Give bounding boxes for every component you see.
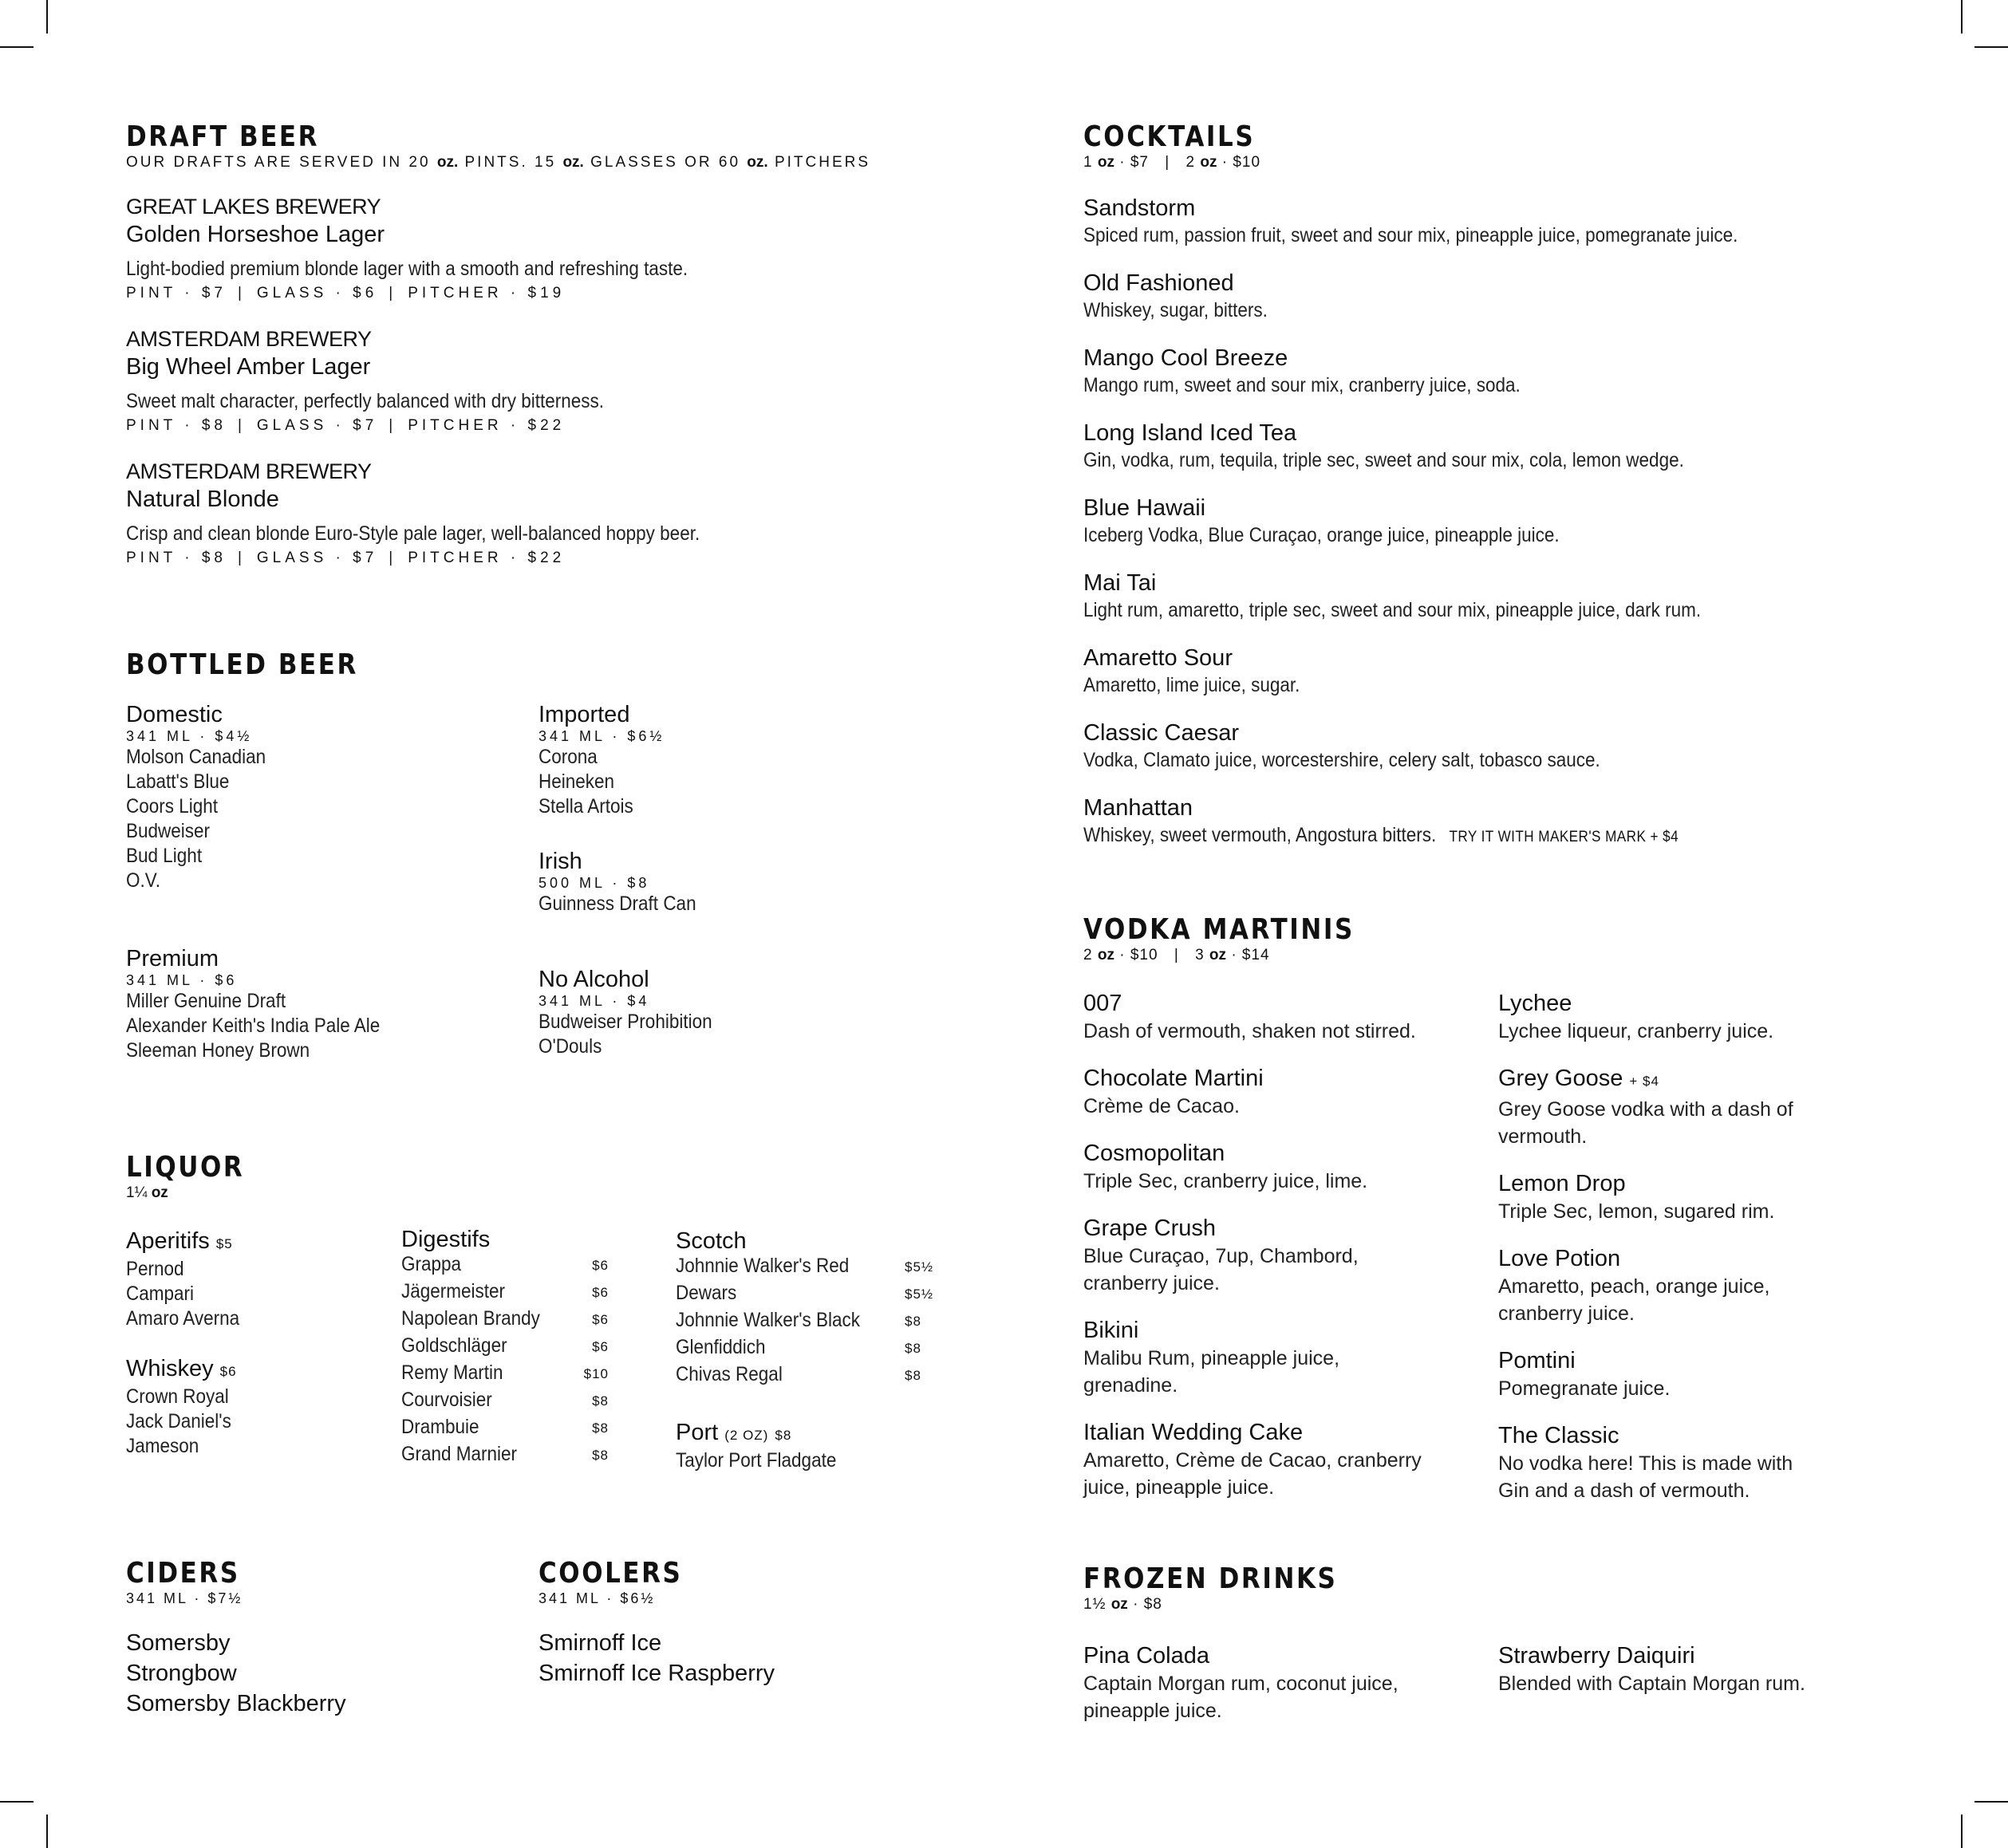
draft-item (126, 193, 1004, 303)
section-title: VODKA MARTINIS (1083, 913, 1355, 946)
section-liquor (126, 1152, 264, 1203)
upsell-note: TRY IT WITH MAKER'S MARK + $4 (1449, 829, 1679, 845)
bottled-group-irish: Irish 500 ML · $8 Guinness Draft Can (538, 849, 696, 915)
beer-description: Light-bodied premium blonde lager with a smooth and refreshing taste. (126, 258, 688, 280)
crop-mark-bl-h (0, 1801, 34, 1803)
brewery-name: GREAT LAKES BREWERY (126, 195, 381, 219)
frozen-item: Pina Colada Captain Morgan rum, coconut juice, pineapple juice. (1083, 1643, 1398, 1722)
upcharge: + $4 (1629, 1074, 1659, 1089)
draft-item (126, 325, 1004, 435)
martini-item: Cosmopolitan Triple Sec, cranberry juice, lime. (1083, 1141, 1368, 1192)
list-item: Remy Martin $10 (401, 1361, 609, 1384)
beer-name: Big Wheel Amber Lager (126, 354, 371, 380)
martini-item: Lemon Drop Triple Sec, lemon, sugared rim. (1498, 1171, 1775, 1223)
section-frozen-drinks (1083, 1563, 1961, 1614)
list-item: Jägermeister $6 (401, 1280, 609, 1302)
section-draft-beer (126, 121, 1004, 590)
list-item: Grappa $6 (401, 1253, 609, 1275)
martini-item: Italian Wedding Cake Amaretto, Crème de Cacao, cranberry juice, pineapple juice. (1083, 1420, 1422, 1499)
cocktail-item: Sandstorm Spiced rum, passion fruit, sweet and sour mix, pineapple juice, pomegranate juice. (1083, 195, 1738, 246)
list-item: Courvoisier $8 (401, 1389, 609, 1411)
martini-item: Grape Crush Blue Curaçao, 7up, Chambord, cranberry juice. (1083, 1216, 1359, 1294)
martini-column-right (1498, 989, 1833, 1523)
section-title: COCKTAILS (1083, 120, 1256, 153)
section-title: LIQUOR (126, 1151, 245, 1184)
list-item: Johnnie Walker's Red $5½ (676, 1255, 934, 1277)
list-item: Dewars $5½ (676, 1282, 934, 1304)
crop-mark-br-v (1961, 1815, 1963, 1848)
martini-item: Grey Goose + $4 Grey Goose vodka with a dash of vermouth. (1498, 1066, 1793, 1148)
brewery-name: AMSTERDAM BREWERY (126, 327, 372, 351)
martini-item: Bikini Malibu Rum, pineapple juice, grenadine. (1083, 1318, 1340, 1397)
cocktail-item: Blue Hawaii Iceberg Vodka, Blue Curaçao, orange juice, pineapple juice. (1083, 495, 1560, 546)
cocktail-item: Classic Caesar Vodka, Clamato juice, worcestershire, celery salt, tobasco sauce. (1083, 720, 1600, 771)
section-subtitle: 2 oz · $10 | 3 oz · $14 (1083, 947, 1270, 963)
cocktail-item: Mango Cool Breeze Mango rum, sweet and sour mix, cranberry juice, soda. (1083, 345, 1521, 396)
section-vodka-martinis (1083, 914, 1961, 965)
liquor-whiskey: Whiskey $6 Crown Royal Jack Daniel's Jameson (126, 1356, 237, 1457)
crop-mark-tr-h (1974, 46, 2008, 48)
cocktail-item: Long Island Iced Tea Gin, vodka, rum, tequila, triple sec, sweet and sour mix, cola, lemon wedge. (1083, 420, 1684, 471)
liquor-aperitifs: Aperitifs $5 Pernod Campari Amaro Averna (126, 1228, 240, 1330)
beer-prices: PINT · $8 | GLASS · $7 | PITCHER · $22 (126, 550, 566, 566)
liquor-scotch: Scotch Johnnie Walker's Red $5½ Dewars $5½ Johnnie Walker's Black $8 Glenfiddich $8 Chivas Regal $8 (676, 1228, 943, 1389)
crop-mark-br-h (1974, 1801, 2008, 1803)
list-item: Johnnie Walker's Black $8 (676, 1309, 921, 1331)
martini-item: 007 Dash of vermouth, shaken not stirred. (1083, 991, 1416, 1042)
crop-mark-bl-v (46, 1815, 48, 1848)
bottled-group-no-alcohol: No Alcohol 341 ML · $4 Budweiser Prohibition O'Douls (538, 967, 712, 1058)
beer-prices: PINT · $7 | GLASS · $6 | PITCHER · $19 (126, 285, 566, 301)
martini-column-left (1083, 989, 1458, 1520)
crop-mark-tl-h (0, 46, 34, 48)
list-item: Goldschläger $6 (401, 1334, 609, 1357)
list-item: Grand Marnier $8 (401, 1443, 609, 1465)
cocktail-item: Manhattan Whiskey, sweet vermouth, Angostura bitters. TRY IT WITH MAKER'S MARK + $4 (1083, 795, 1679, 846)
cocktail-item: Mai Tai Light rum, amaretto, triple sec, sweet and sour mix, pineapple juice, dark rum. (1083, 570, 1702, 621)
beer-prices: PINT · $8 | GLASS · $7 | PITCHER · $22 (126, 417, 566, 434)
section-cocktails (1083, 121, 1961, 872)
crop-mark-tl-v (46, 0, 48, 33)
section-title: CIDERS (126, 1557, 240, 1590)
section-title: COOLERS (538, 1557, 683, 1590)
beer-description: Crisp and clean blonde Euro-Style pale lager, well-balanced hoppy beer. (126, 522, 700, 545)
brewery-name: AMSTERDAM BREWERY (126, 459, 372, 483)
section-title: FROZEN DRINKS (1083, 1562, 1338, 1595)
martini-item: Pomtini Pomegranate juice. (1498, 1348, 1671, 1400)
section-ciders: CIDERS 341 ML · $7½ Somersby Strongbow Somersby Blackberry (126, 1557, 346, 1716)
section-subtitle: 1 oz · $7 | 2 oz · $10 (1083, 154, 1261, 171)
section-subtitle: 1½ oz · $8 (1083, 1596, 1162, 1613)
section-title: BOTTLED BEER (126, 648, 358, 681)
bottled-group-domestic: Domestic 341 ML · $4½ Molson Canadian Labatt's Blue Coors Light Budweiser Bud Light O.V. (126, 702, 266, 892)
liquor-digestifs: Digestifs Grappa $6 Jägermeister $6 Napolean Brandy $6 Goldschläger $6 Remy Martin $10 Courvoisier $8 Drambuie $8 Grand Marnier $8 (401, 1227, 609, 1469)
liquor-port: Port (2 OZ) $8 Taylor Port Fladgate (676, 1420, 837, 1472)
section-subtitle: 1¼ oz (126, 1184, 168, 1201)
martini-item: Lychee Lychee liqueur, cranberry juice. (1498, 991, 1774, 1042)
draft-item (126, 458, 1004, 568)
list-item: Chivas Regal $8 (676, 1363, 921, 1385)
beer-name: Golden Horseshoe Lager (126, 222, 385, 247)
martini-item: Love Potion Amaretto, peach, orange juice, cranberry juice. (1498, 1246, 1770, 1325)
bottled-group-imported: Imported 341 ML · $6½ Corona Heineken Stella Artois (538, 702, 665, 818)
section-bottled-beer (126, 649, 1004, 681)
section-coolers: COOLERS 341 ML · $6½ Smirnoff Ice Smirnoff Ice Raspberry (538, 1557, 775, 1686)
frozen-item: Strawberry Daiquiri Blended with Captain Morgan rum. (1498, 1643, 1805, 1695)
beer-description: Sweet malt character, perfectly balanced with dry bitterness. (126, 390, 605, 412)
section-title: DRAFT BEER (126, 120, 320, 153)
bottled-group-premium: Premium 341 ML · $6 Miller Genuine Draft Alexander Keith's India Pale Ale Sleeman Honey Brown (126, 946, 381, 1062)
section-subtitle: OUR DRAFTS ARE SERVED IN 20 oz. PINTS. 15 oz. GLASSES OR 60 oz. PITCHERS (126, 154, 871, 171)
martini-item: Chocolate Martini Crème de Cacao. (1083, 1066, 1264, 1117)
cocktail-item: Amaretto Sour Amaretto, lime juice, sugar. (1083, 645, 1300, 696)
cocktail-item: Old Fashioned Whiskey, sugar, bitters. (1083, 270, 1268, 321)
list-item: Glenfiddich $8 (676, 1336, 921, 1358)
beer-name: Natural Blonde (126, 487, 279, 512)
martini-item: The Classic No vodka here! This is made with Gin and a dash of vermouth. (1498, 1423, 1793, 1502)
list-item: Drambuie $8 (401, 1416, 609, 1438)
list-item: Napolean Brandy $6 (401, 1307, 609, 1330)
crop-mark-tr-v (1961, 0, 1963, 33)
